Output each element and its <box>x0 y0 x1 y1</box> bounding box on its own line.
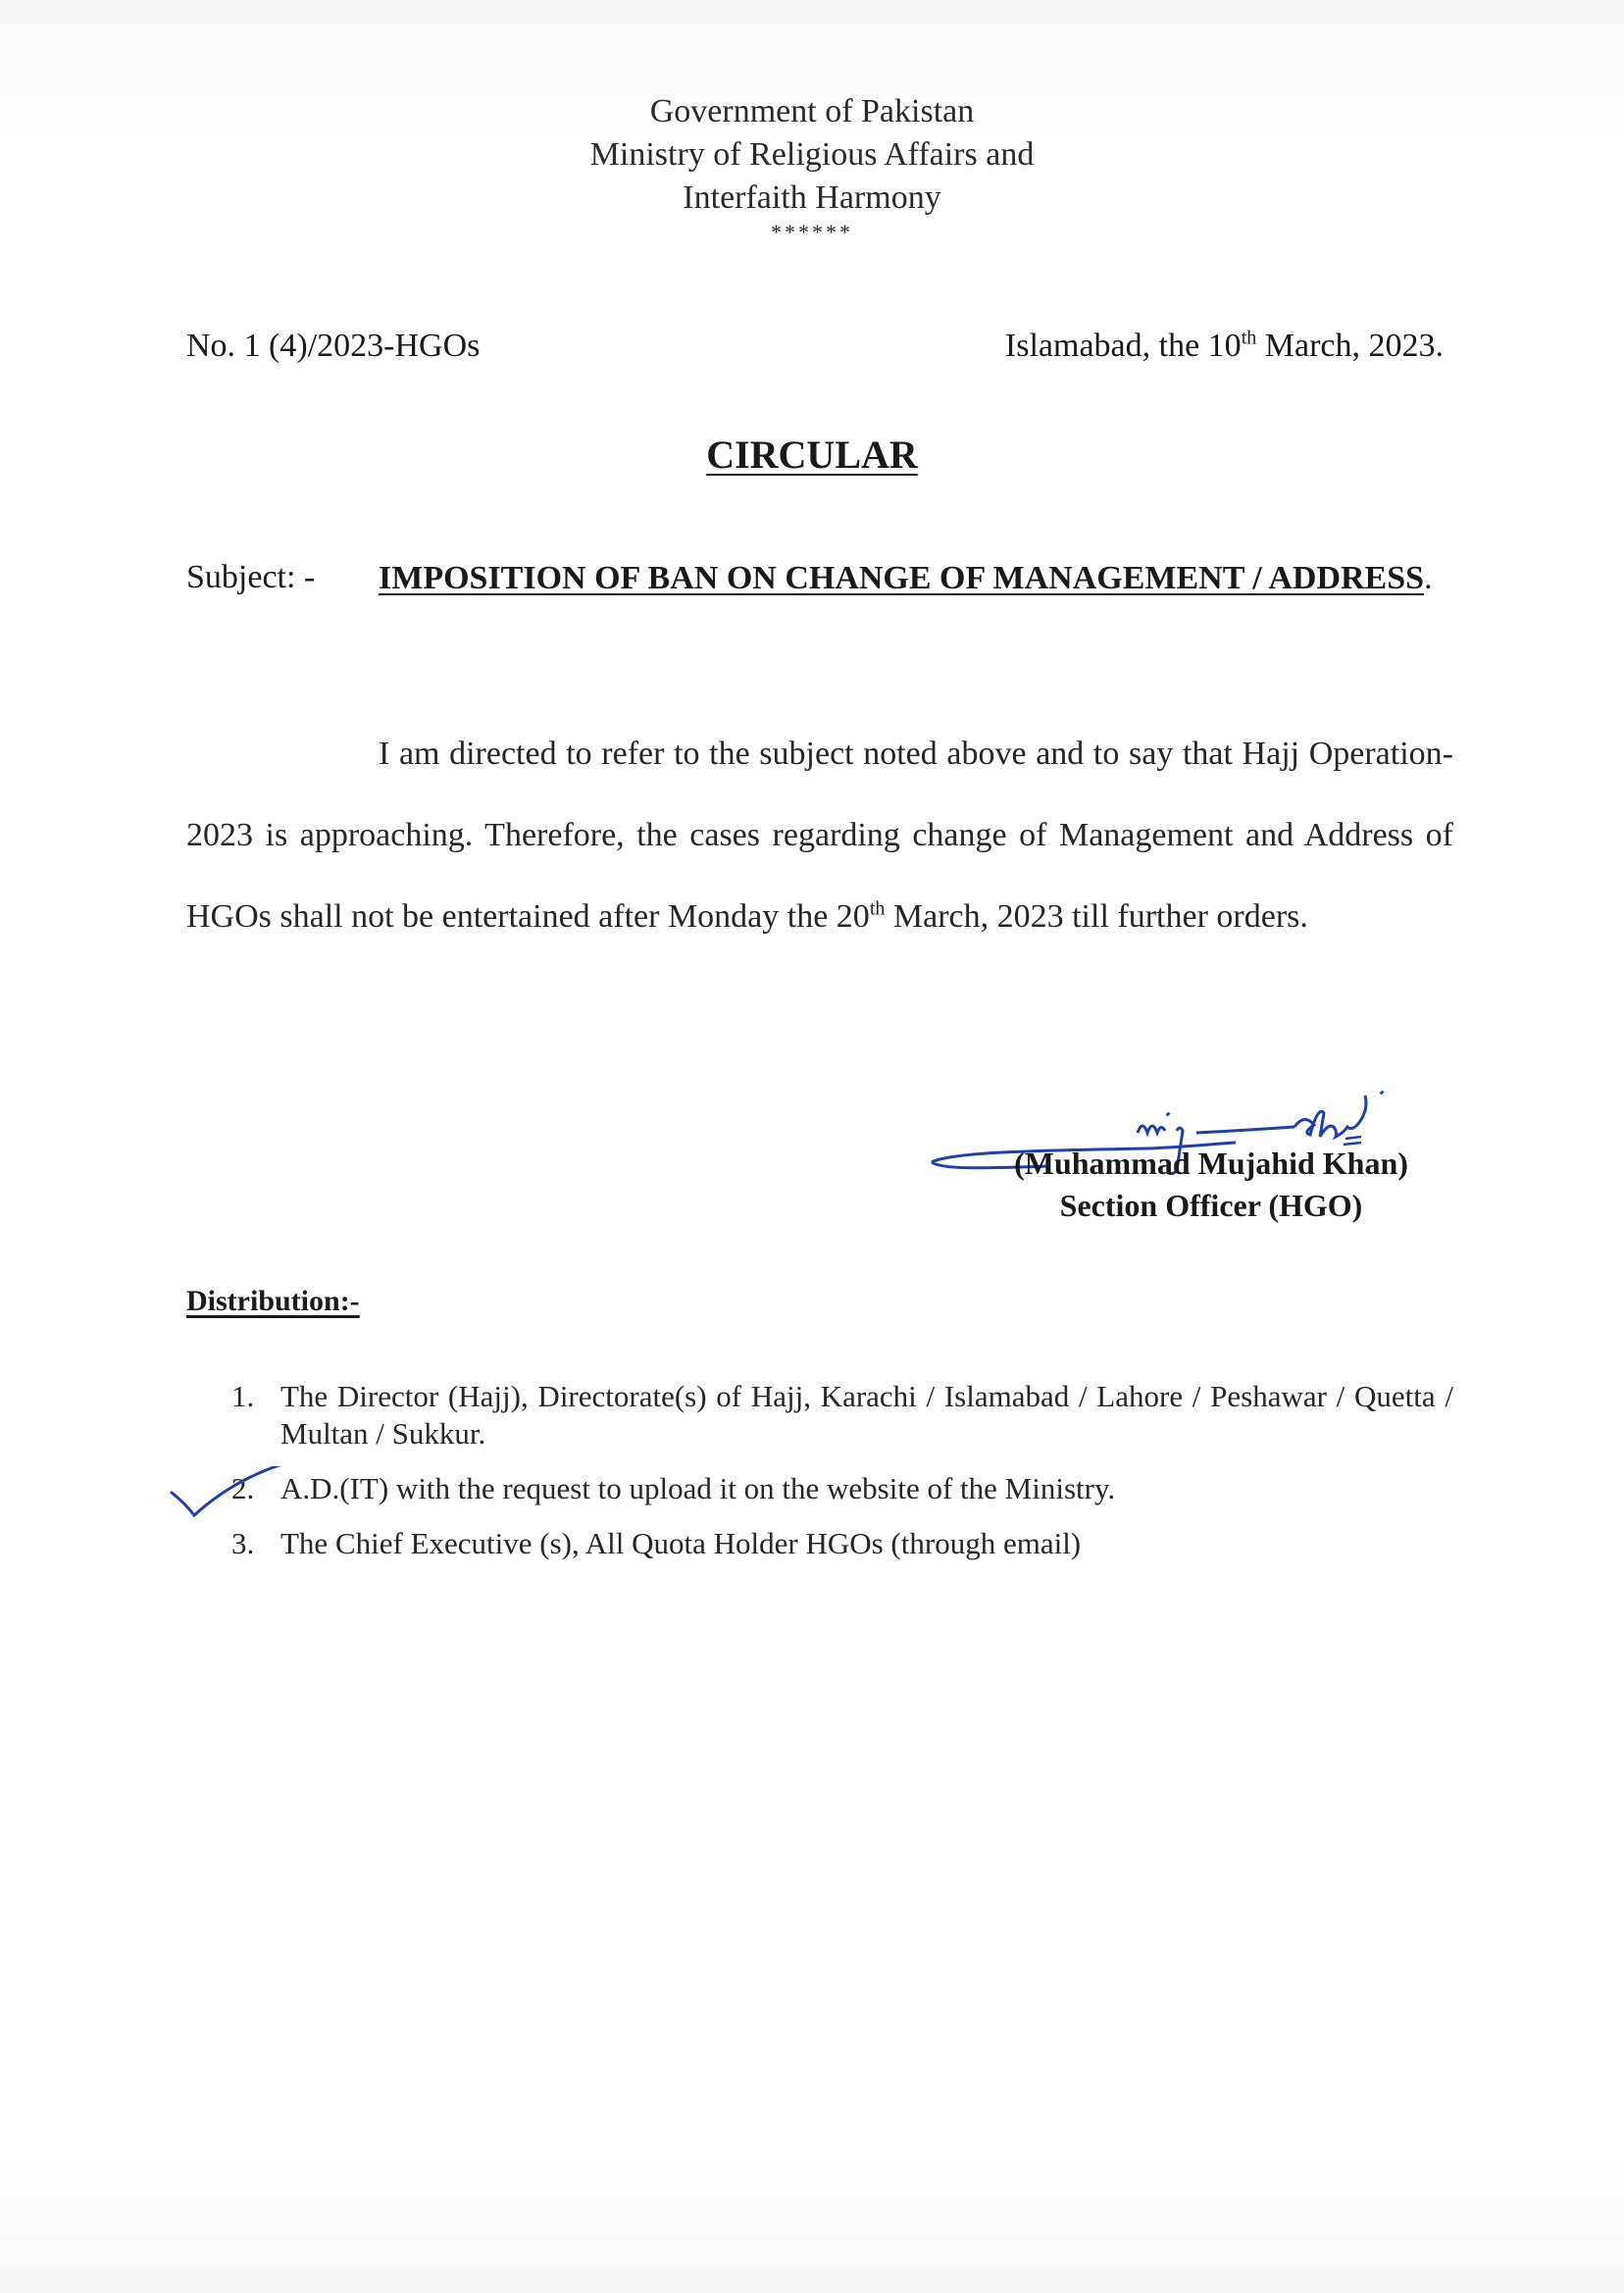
body-text-part1: I am directed to refer to the subject noted above and to say that Hajj Operation-2023 is approaching. Therefore, the cases regarding change of Management and Address of HGOs shall not be entertained after Monday the 20 <box>186 736 1453 935</box>
reference-row <box>186 328 1444 365</box>
letterhead <box>0 90 1624 245</box>
signatory-name: (Muhammad Mujahid Khan) <box>1014 1146 1408 1181</box>
list-item <box>231 1378 1453 1452</box>
distribution-list <box>231 1378 1453 1580</box>
body-date-ordinal: th <box>869 897 886 920</box>
issue-date-prefix: Islamabad, the 10 <box>1004 328 1242 364</box>
reference-number: No. 1 (4)/2023-HGOs <box>186 328 481 364</box>
subject-label: Subject: - <box>186 559 316 595</box>
body-paragraph <box>186 713 1453 957</box>
list-item <box>231 1470 1453 1507</box>
distribution-heading: Distribution:- <box>186 1285 360 1317</box>
body-text-part2: March, 2023 till further orders. <box>885 898 1308 935</box>
letterhead-government: Government of Pakistan <box>649 93 975 129</box>
checkmark-icon <box>167 1466 304 1545</box>
issue-date-ordinal: th <box>1241 327 1257 349</box>
issue-date <box>1005 328 1444 365</box>
signatory-designation: Section Officer (HGO) <box>1059 1188 1363 1223</box>
list-item-number: 1. <box>231 1379 255 1413</box>
letterhead-stars: ****** <box>771 220 853 244</box>
list-item-number: 2. <box>231 1471 255 1505</box>
list-item-text: The Chief Executive (s), All Quota Holder HGOs (through email) <box>280 1526 1082 1560</box>
subject-period: . <box>1424 560 1433 596</box>
letterhead-ministry-cont: Interfaith Harmony <box>683 179 941 216</box>
signatory-block <box>981 1143 1442 1227</box>
issue-date-suffix: March, 2023. <box>1256 328 1444 364</box>
document-title: CIRCULAR <box>706 433 918 477</box>
list-item <box>231 1525 1453 1562</box>
subject-text <box>379 554 1453 603</box>
list-item-text: The Director (Hajj), Directorate(s) of Hajj, Karachi / Islamabad / Lahore / Peshawar / Quetta / Multan / Sukkur. <box>280 1379 1453 1451</box>
list-item-number: 3. <box>231 1526 255 1560</box>
letterhead-ministry: Ministry of Religious Affairs and <box>589 136 1035 173</box>
list-item-text: A.D.(IT) with the request to upload it on the website of the Ministry. <box>280 1471 1116 1505</box>
subject-heading: IMPOSITION OF BAN ON CHANGE OF MANAGEMENT / ADDRESS <box>379 560 1425 596</box>
